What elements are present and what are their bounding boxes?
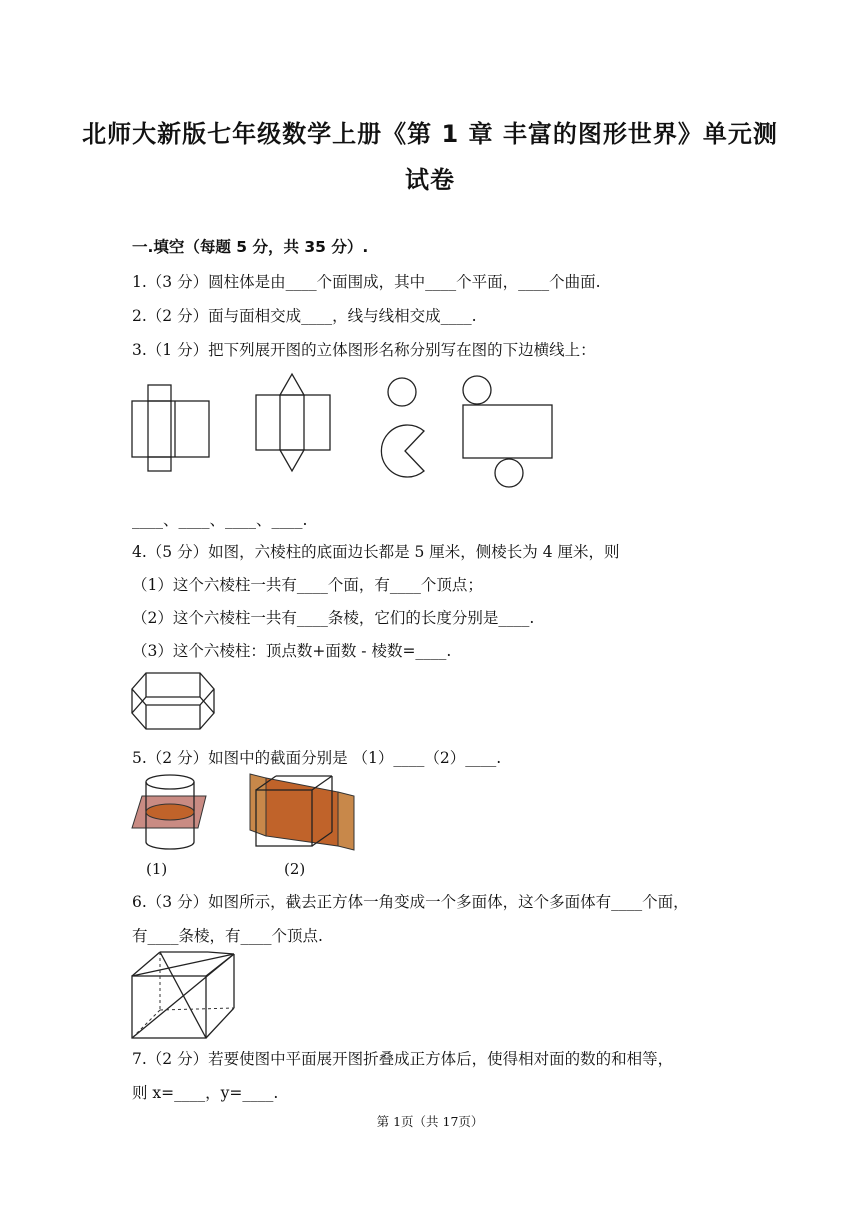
page-footer: 第 1页（共 17页） — [376, 1114, 484, 1129]
question-7-line-2: 则 x=____，y=____. — [132, 1084, 279, 1102]
question-2: 2.（2 分）面与面相交成____，线与线相交成____. — [132, 307, 477, 325]
question-7-line-1: 7.（2 分）若要使图中平面展开图折叠成正方体后，使得相对面的数的和相等， — [132, 1050, 674, 1068]
question-5-caption-1: (1) — [146, 860, 168, 878]
question-3-nets-figure — [128, 372, 568, 497]
cube-section — [250, 774, 354, 850]
question-4-part-1: （1）这个六棱柱一共有____个面，有____个顶点； — [132, 576, 483, 594]
question-3: 3.（1 分）把下列展开图的立体图形名称分别写在图的下边横线上： — [132, 341, 596, 359]
question-6-line-2: 有____条棱，有____个顶点. — [132, 927, 323, 945]
cylinder-section — [132, 775, 206, 849]
cylinder-net — [463, 376, 552, 487]
cone-net — [381, 378, 424, 477]
triangular-prism-net — [256, 374, 330, 471]
cuboid-net — [132, 385, 209, 471]
question-4-part-3: （3）这个六棱柱：顶点数+面数 - 棱数=____. — [132, 642, 452, 660]
document-title-line-2: 试卷 — [405, 166, 455, 194]
question-5-sections-figure — [128, 772, 363, 854]
question-4-part-2: （2）这个六棱柱一共有____条棱，它们的长度分别是____. — [132, 609, 535, 627]
section-heading: 一.填空（每题 5 分，共 35 分）. — [132, 238, 369, 256]
question-6-line-1: 6.（3 分）如图所示，截去正方体一角变成一个多面体，这个多面体有____个面， — [132, 893, 689, 911]
question-1: 1.（3 分）圆柱体是由____个面围成，其中____个平面，____个曲面. — [132, 273, 601, 291]
document-title-line-1: 北师大新版七年级数学上册《第 1 章 丰富的图形世界》单元测 — [82, 120, 778, 148]
truncated-cube-figure — [130, 948, 240, 1042]
hexagonal-prism-figure — [130, 670, 220, 736]
question-4: 4.（5 分）如图，六棱柱的底面边长都是 5 厘米，侧棱长为 4 厘米，则 — [132, 543, 620, 561]
question-3-answer-blanks: ____、____、____、____. — [132, 511, 308, 529]
question-5-caption-2: (2) — [284, 860, 306, 878]
question-5: 5.（2 分）如图中的截面分别是 （1）____（2）____. — [132, 749, 502, 767]
